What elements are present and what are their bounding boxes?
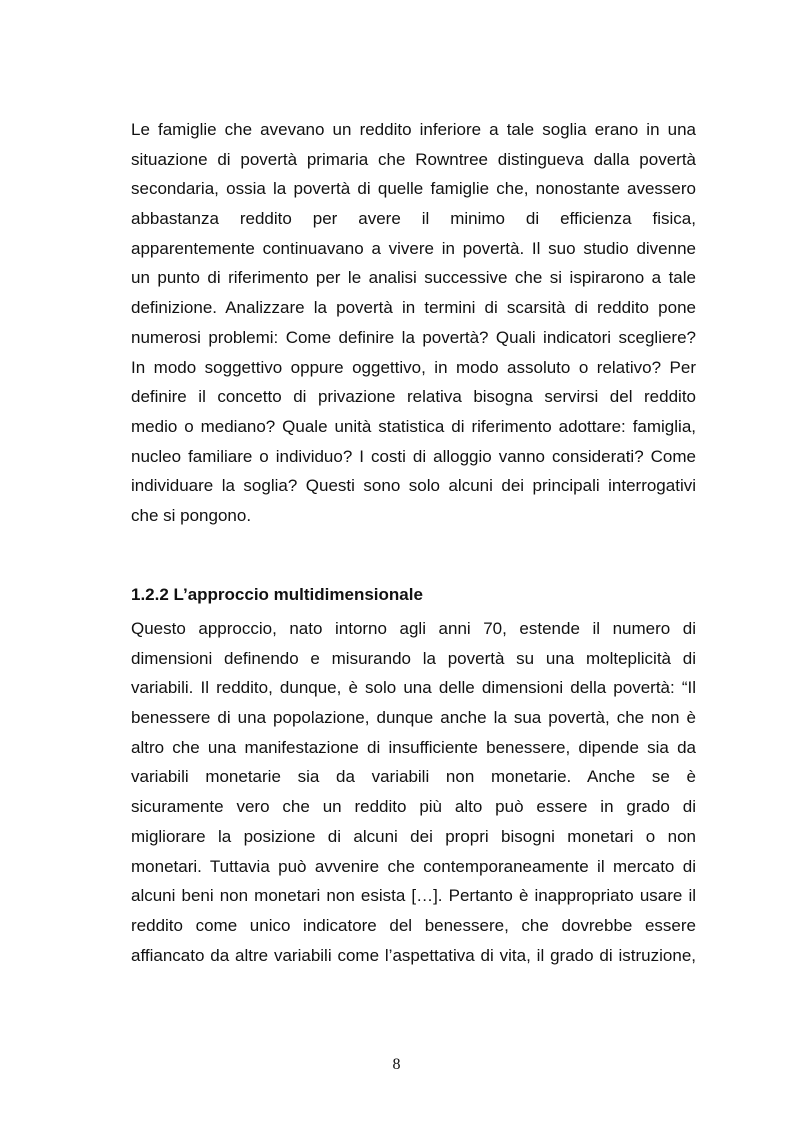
text-line: un punto di riferimento per le analisi successive che si ispirarono a tale	[131, 268, 696, 288]
text-line: migliorare la posizione di alcuni dei propri bisogni monetari o non	[131, 826, 696, 846]
text-line: Le famiglie che avevano un reddito inferiore a tale soglia erano in una	[131, 120, 696, 139]
paragraph-poverty-income	[131, 115, 696, 531]
text-line: sicuramente vero che un reddito più alto può essere in grado di	[131, 797, 696, 817]
text-line: definire il concetto di privazione relativa bisogna servirsi del reddito	[131, 387, 696, 407]
text-line: apparentemente continuavano a vivere in povertà. Il suo studio divenne	[131, 238, 696, 258]
text-line: affiancato da altre variabili come l’aspettativa di vita, il grado di istruzione,	[131, 945, 696, 965]
text-line: individuare la soglia? Questi sono solo alcuni dei principali interrogativi	[131, 476, 696, 496]
text-line: nucleo familiare o individuo? I costi di alloggio vanno considerati? Come	[131, 446, 696, 466]
text-line: benessere di una popolazione, dunque anche la sua povertà, che non è	[131, 708, 696, 728]
text-line: che si pongono.	[131, 505, 252, 525]
page-number: 8	[392, 1056, 401, 1073]
text-line: In modo soggettivo oppure oggettivo, in modo assoluto o relativo? Per	[131, 357, 696, 377]
text-line: abbastanza reddito per avere il minimo di efficienza fisica,	[131, 209, 696, 229]
text-line: variabili. Il reddito, dunque, è solo una delle dimensioni della povertà: “Il	[131, 678, 696, 698]
text-line: medio o mediano? Quale unità statistica di riferimento adottare: famiglia,	[131, 416, 696, 436]
section-heading: 1.2.2 L’approccio multidimensionale	[131, 585, 423, 604]
text-line: definizione. Analizzare la povertà in termini di scarsità di reddito pone	[131, 298, 696, 318]
text-line: numerosi problemi: Come definire la povertà? Quali indicatori scegliere?	[131, 327, 696, 347]
text-line: variabili monetarie sia da variabili non monetarie. Anche se è	[131, 767, 696, 787]
text-line: dimensioni definendo e misurando la povertà su una molteplicità di	[131, 648, 696, 668]
paragraph-multidimensional-approach	[131, 614, 696, 970]
text-line: alcuni beni non monetari non esista […]. Pertanto è inappropriato usare il	[131, 886, 696, 906]
text-line: secondaria, ossia la povertà di quelle famiglie che, nonostante avessero	[131, 179, 696, 199]
text-line: reddito come unico indicatore del benessere, che dovrebbe essere	[131, 915, 696, 935]
text-line: altro che una manifestazione di insufficiente benessere, dipende sia da	[131, 737, 696, 757]
text-line: situazione di povertà primaria che Rowntree distingueva dalla povertà	[131, 149, 696, 169]
text-line: Questo approccio, nato intorno agli anni 70, estende il numero di	[131, 619, 696, 638]
text-line: monetari. Tuttavia può avvenire che contemporaneamente il mercato di	[131, 856, 696, 876]
